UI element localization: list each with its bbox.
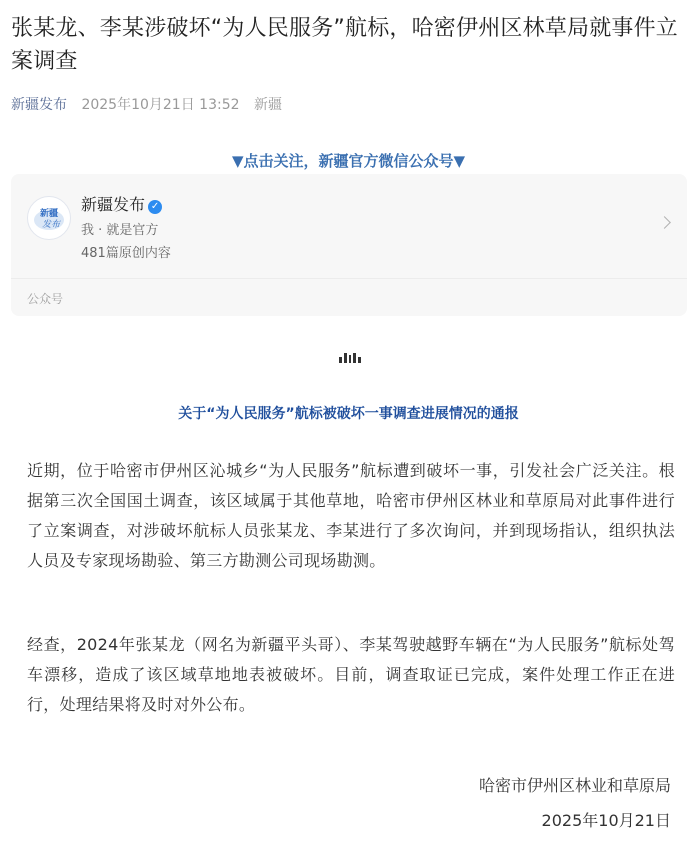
follow-hint: ▼点击关注，新疆官方微信公众号▼: [231, 152, 466, 170]
notice-paragraph-1: 近期，位于哈密市伊州区沁城乡“为人民服务”航标遭到破坏一事，引发社会广泛关注。根据第三次全国国土调查，该区域属于其他草地，哈密市伊州区林业和草原局对此事件进行了立案调查，对涉破坏航标人员张某龙、李某进行了多次询问，并到现场指认，组织执法人员及专家现场勘验、第三方勘测公司现场勘测。: [27, 461, 675, 570]
account-type-label: 公众号: [27, 292, 64, 306]
logo-text-bottom: 发布: [41, 220, 61, 230]
source-account-link[interactable]: 新疆发布: [11, 97, 67, 113]
logo-text-top: 新疆: [39, 209, 59, 219]
publish-region: 新疆: [253, 97, 282, 113]
publish-date: 2025年10月21日 13:52: [81, 97, 240, 113]
original-count: 481篇原创内容: [81, 246, 171, 261]
account-name-row: [81, 192, 162, 215]
verified-check-icon: ✓: [148, 200, 162, 214]
notice-title: 关于“为人民服务”航标被破坏一事调查进展情况的通报: [178, 406, 519, 422]
account-name: 新疆发布: [81, 195, 146, 214]
card-divider: [11, 278, 687, 279]
article-title: 张某龙、李某涉破坏“为人民服务”航标，哈密伊州区林草局就事件立案调查: [11, 16, 678, 74]
article-meta: [11, 94, 282, 114]
notice-paragraph-2: 经查，2024年张某龙（网名为新疆平头哥）、李某驾驶越野车辆在“为人民服务”航标处驾车漂移，造成了该区域草地地表被破坏。目前，调查取证已完成，案件处理工作正在进行，处理结果将及时对外公布。: [27, 635, 675, 714]
signature-organization: 哈密市伊州区林业和草原局: [478, 776, 671, 795]
account-logo-icon: [27, 196, 71, 240]
account-card[interactable]: [11, 174, 687, 316]
account-logo-graphic: [28, 197, 70, 239]
signature-date: 2025年10月21日: [541, 811, 671, 830]
divider-bars-icon: [339, 353, 361, 363]
account-description: 我 · 就是官方: [81, 223, 159, 238]
chevron-right-icon[interactable]: [658, 216, 671, 229]
